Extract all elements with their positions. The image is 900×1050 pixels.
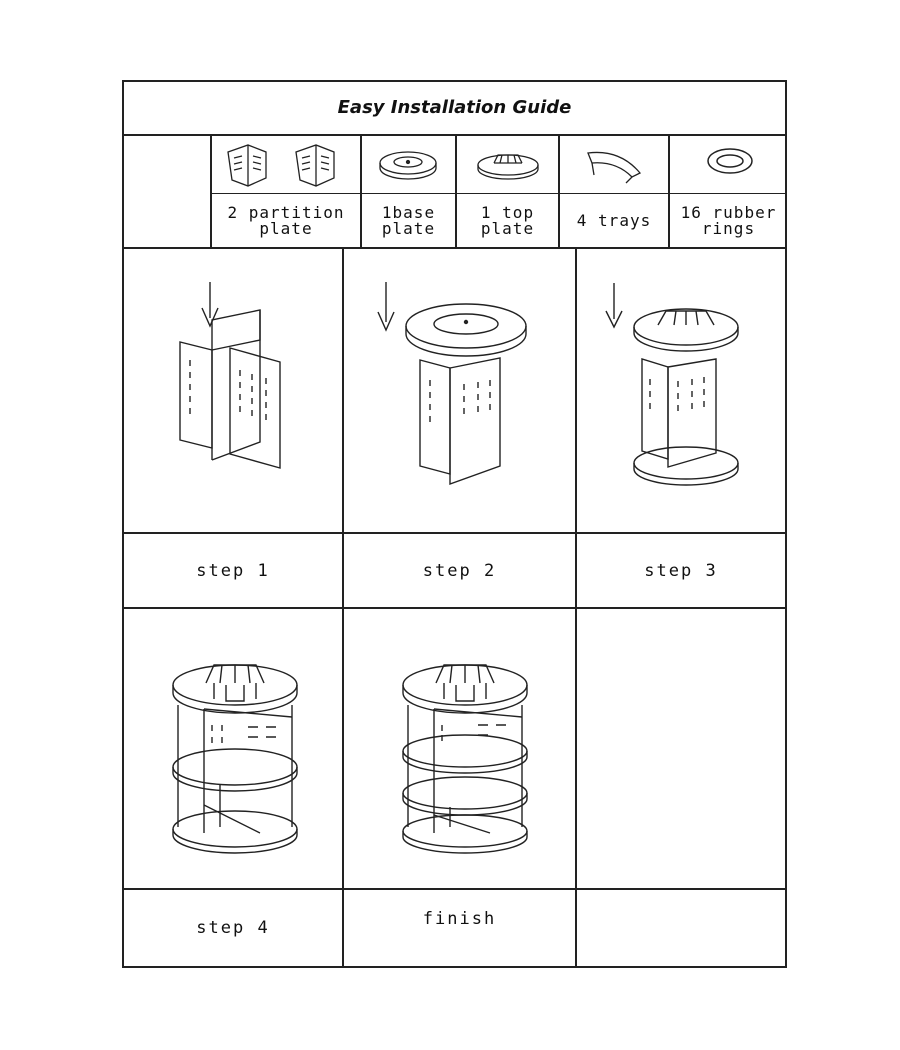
base-plate-icon <box>372 145 444 185</box>
tray-icon <box>580 145 650 187</box>
part-label: 1 top plate <box>480 202 535 238</box>
step-label: step 2 <box>422 560 497 581</box>
finished-organizer-icon <box>390 655 540 855</box>
step-label: step 4 <box>196 918 270 938</box>
guide-title: Easy Installation Guide <box>337 96 572 118</box>
partition-plate-icon <box>220 140 350 190</box>
step4-install-trays-icon <box>160 655 310 855</box>
step-label: step 3 <box>644 560 718 581</box>
step1-partition-assembly-icon <box>160 270 320 490</box>
part-label: 4 trays <box>576 210 652 230</box>
rubber-ring-icon <box>700 145 760 179</box>
top-plate-icon <box>470 145 546 185</box>
step-label: step 1 <box>196 560 270 581</box>
part-label: 2 partition plate <box>227 202 345 238</box>
grid-line <box>122 607 787 609</box>
step3-add-top-plate-icon <box>598 275 758 495</box>
step2-add-base-plate-icon <box>370 270 550 495</box>
part-label: 16 rubber rings <box>680 202 777 238</box>
part-label: 1base plate <box>381 202 436 238</box>
step-label: finish <box>422 909 497 929</box>
